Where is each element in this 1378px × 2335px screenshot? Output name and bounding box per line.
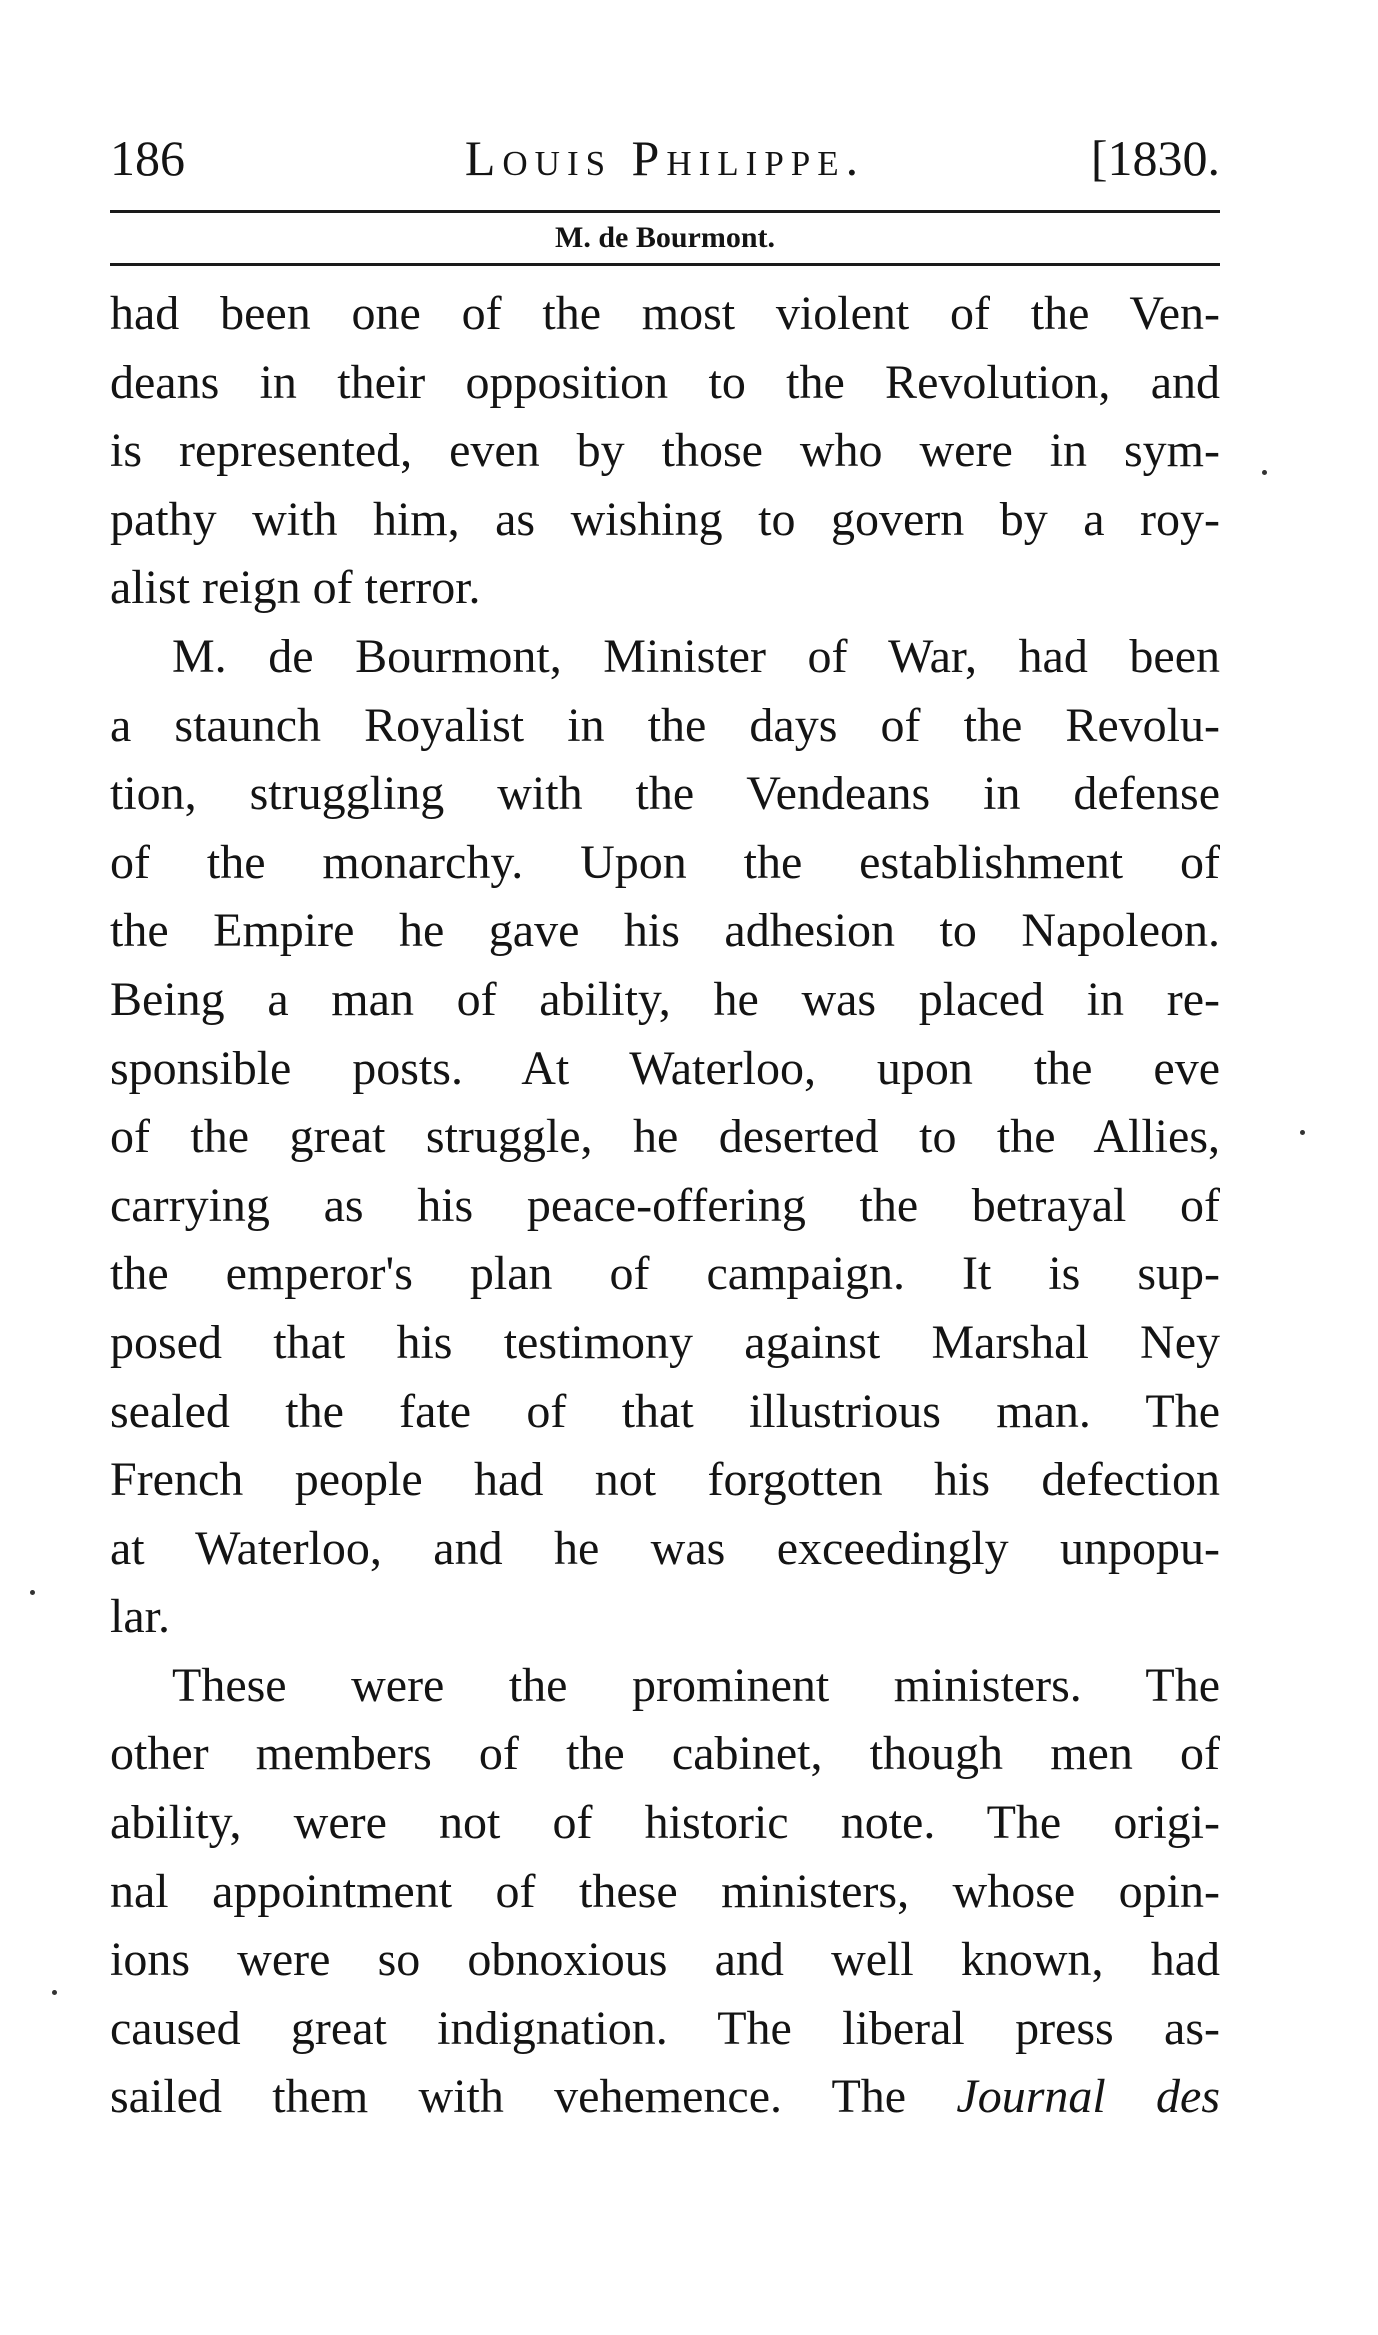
text-line: ions were so obnoxious and well known, had xyxy=(110,1933,1220,1987)
text-line: French people had not forgotten his defection xyxy=(110,1453,1220,1507)
paragraph xyxy=(110,623,1220,1652)
text-line: of the monarchy. Upon the establishment of xyxy=(110,835,1220,889)
scan-speck xyxy=(1262,470,1267,475)
book-page xyxy=(110,118,1220,2132)
text-line: Being a man of ability, he was placed in re- xyxy=(110,972,1220,1026)
text-line: pathy with him, as wishing to govern by a roy- xyxy=(110,492,1220,546)
text-line: M. de Bourmont, Minister of War, had been xyxy=(172,629,1220,683)
text-line: had been one of the most violent of the Ven- xyxy=(110,287,1220,340)
text-line: sealed the fate of that illustrious man. The xyxy=(110,1384,1220,1438)
scan-speck xyxy=(1300,1130,1305,1135)
text-line: at Waterloo, and he was exceedingly unpopu- xyxy=(110,1521,1220,1575)
running-head xyxy=(110,118,1220,198)
body-text xyxy=(110,280,1220,2132)
text-line: alist reign of terror. xyxy=(110,561,481,615)
text-line: the emperor's plan of campaign. It is sup- xyxy=(110,1247,1220,1301)
scan-speck xyxy=(30,1590,35,1595)
text-line: lar. xyxy=(110,1590,170,1644)
text-line: sponsible posts. At Waterloo, upon the eve xyxy=(110,1041,1220,1095)
text-line: tion, struggling with the Vendeans in defense xyxy=(110,767,1220,821)
section-subheading: M. de Bourmont. xyxy=(555,221,775,254)
text-line: carrying as his peace-offering the betrayal of xyxy=(110,1178,1220,1232)
text-line: of the great struggle, he deserted to the Allies, xyxy=(110,1110,1220,1164)
text-line: sailed them with vehemence. The Journal des xyxy=(110,2070,1220,2124)
text-line: is represented, even by those who were in sym- xyxy=(110,424,1220,478)
subheading-rule xyxy=(110,263,1220,266)
header-year: [1830. xyxy=(1090,130,1220,186)
text-line: deans in their opposition to the Revolution, and xyxy=(110,355,1220,409)
text-line: posed that his testimony against Marshal Ney xyxy=(110,1315,1220,1369)
scan-speck xyxy=(52,1990,57,1995)
text-line: nal appointment of these ministers, whose opin- xyxy=(110,1864,1220,1918)
book-title: Louis Philippe. xyxy=(464,130,866,186)
paragraph xyxy=(110,280,1220,623)
text-line: a staunch Royalist in the days of the Revolu- xyxy=(110,698,1220,752)
text-line: the Empire he gave his adhesion to Napoleon. xyxy=(110,904,1220,958)
text-line: other members of the cabinet, though men of xyxy=(110,1727,1220,1781)
paragraph xyxy=(110,1652,1220,2132)
text-line: ability, were not of historic note. The origi- xyxy=(110,1796,1220,1850)
page-number: 186 xyxy=(110,130,185,186)
text-line: These were the prominent ministers. The xyxy=(172,1658,1220,1712)
text-line: caused great indignation. The liberal press as- xyxy=(110,2001,1220,2055)
